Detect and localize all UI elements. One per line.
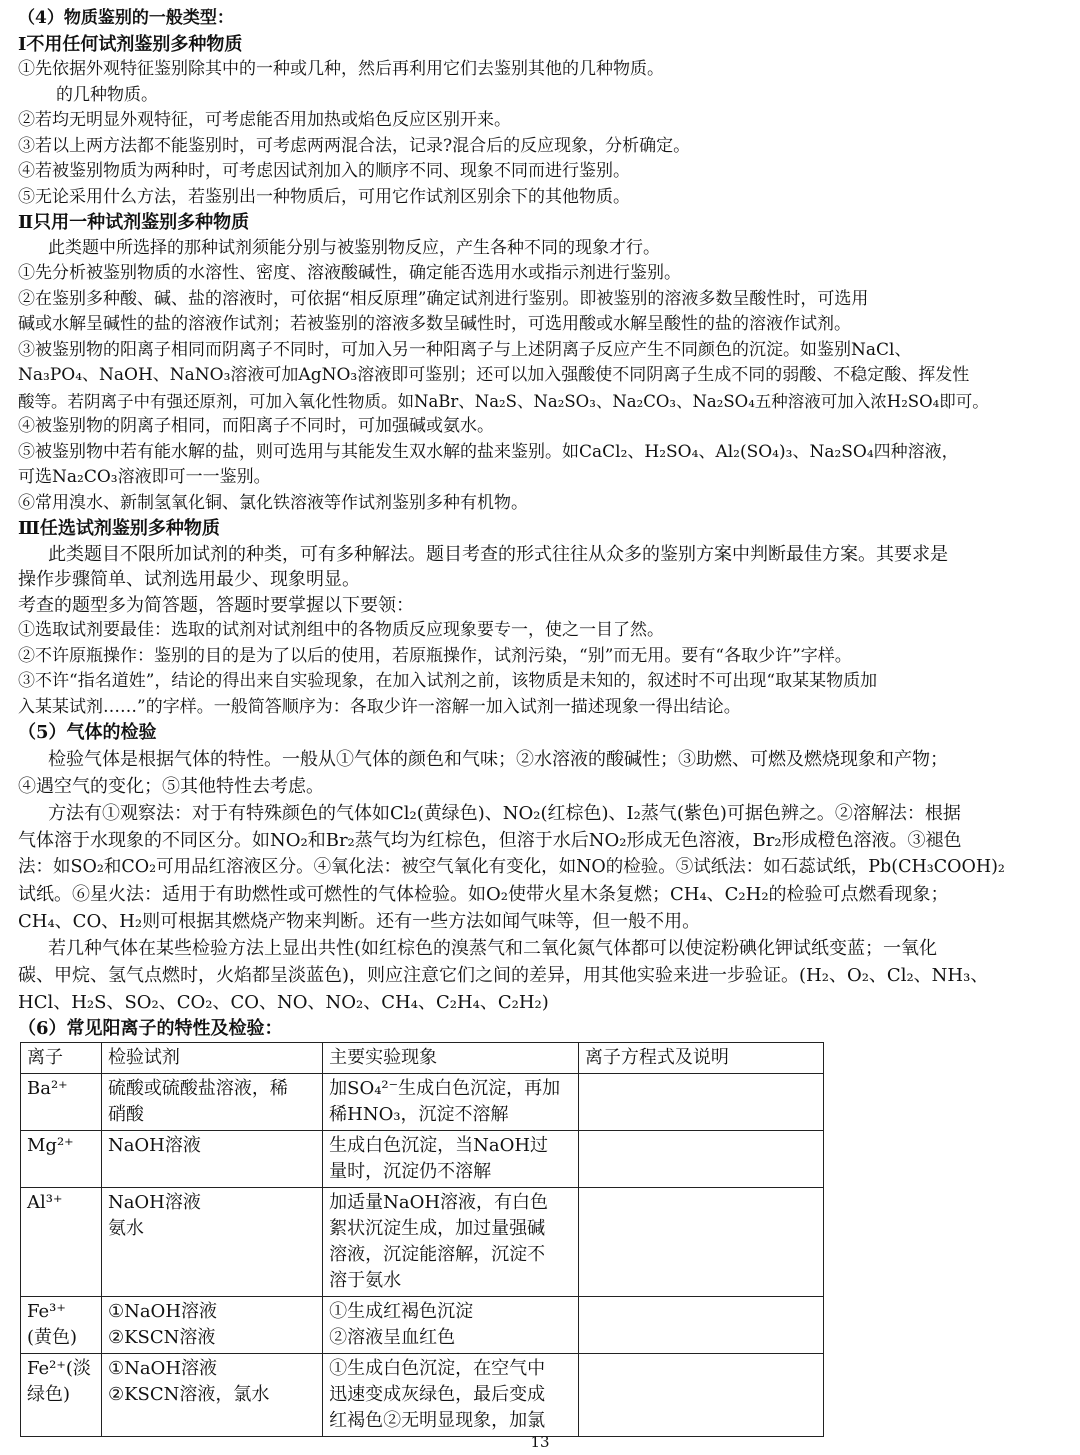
section5-line: ④遇空气的变化；⑤其他特性去考虑。 bbox=[18, 776, 324, 797]
part1-item: ③若以上两方法都不能鉴别时，可考虑两两混合法，记录?混合后的反应现象，分析确定。 bbox=[18, 135, 691, 156]
note-cell bbox=[578, 1074, 823, 1131]
column-header: 主要实验现象 bbox=[323, 1043, 579, 1074]
part2-line: ①先分析被鉴别物质的水溶性、密度、溶液酸碱性，确定能否选用水或指示剂进行鉴别。 bbox=[18, 263, 681, 283]
section5-title: （5）气体的检验 bbox=[18, 722, 157, 743]
phenomenon-cell: ①生成白色沉淀，在空气中 迅速变成灰绿色，最后变成 红褐色②无明显现象，加氯 bbox=[323, 1354, 579, 1437]
reagent-cell: ①NaOH溶液 ②KSCN溶液 bbox=[101, 1297, 322, 1354]
ion-cell: Mg²⁺ bbox=[21, 1131, 102, 1188]
table-header-row bbox=[21, 1043, 824, 1074]
phenomenon-cell: 生成白色沉淀，当NaOH过 量时，沉淀仍不溶解 bbox=[323, 1131, 579, 1188]
section5-line: 方法有①观察法：对于有特殊颜色的气体如Cl₂(黄绿色)、NO₂(红棕色)、I₂蒸气(紫色)可据色辨之。②溶解法：根据 bbox=[48, 803, 961, 824]
section5-line: 若几种气体在某些检验方法上显出共性(如红棕色的溴蒸气和二氧化氮气体都可以使淀粉碘化钾试纸变蓝；一氧化 bbox=[48, 938, 938, 959]
part1-item: ⑤无论采用什么方法，若鉴别出一种物质后，可用它作试剂区别余下的其他物质。 bbox=[18, 186, 630, 207]
page-number: 13 bbox=[530, 1433, 550, 1451]
table-row bbox=[21, 1354, 824, 1437]
part3-line: ②不许原瓶操作：鉴别的目的是为了以后的使用，若原瓶操作，试剂污染，“别”而无用。要有“各取少许”字样。 bbox=[18, 645, 852, 666]
part3-line: 此类题目不限所加试剂的种类，可有多种解法。题目考查的形式往往从众多的鉴别方案中判断最佳方案。其要求是 bbox=[48, 543, 948, 565]
note-cell bbox=[578, 1188, 823, 1297]
phenomenon-cell: 加SO₄²⁻生成白色沉淀，再加 稀HNO₃，沉淀不溶解 bbox=[323, 1074, 579, 1131]
section5-line: 法：如SO₂和CO₂可用品红溶液区分。④氧化法：被空气氧化有变化，如NO的检验。⑤试纸法：如石蕊试纸，Pb(CH₃COOH)₂ bbox=[18, 857, 1005, 877]
section5-line: CH₄、CO、H₂则可根据其燃烧产物来判断。还有一些方法如闻气味等，但一般不用。 bbox=[18, 911, 701, 932]
part1-item: 的几种物质。 bbox=[56, 84, 158, 105]
column-header: 检验试剂 bbox=[101, 1043, 322, 1074]
phenomenon-cell: ①生成红褐色沉淀 ②溶液呈血红色 bbox=[323, 1297, 579, 1354]
section5-line: 碳、甲烷、氢气点燃时，火焰都呈淡蓝色)，则应注意它们之间的差异，用其他实验来进一步验证。(H₂、O₂、Cl₂、NH₃、 bbox=[18, 965, 989, 986]
part2-line: 碱或水解呈碱性的盐的溶液作试剂；若被鉴别的溶液多数呈碱性时，可选用酸或水解呈酸性的盐的溶液作试剂。 bbox=[18, 314, 851, 334]
column-header: 离子 bbox=[21, 1043, 102, 1074]
part1-item: ④若被鉴别物质为两种时，可考虑因试剂加入的顺序不同、现象不同而进行鉴别。 bbox=[18, 161, 630, 181]
part2-line: ③被鉴别物的阳离子相同而阴离子不同时，可加入另一种阳离子与上述阴离子反应产生不同颜色的沉淀。如鉴别NaCl、 bbox=[18, 339, 912, 360]
section5-line: 检验气体是根据气体的特性。一般从①气体的颜色和气味；②水溶液的酸碱性；③助燃、可燃及燃烧现象和产物； bbox=[48, 749, 948, 770]
part2-line: Na₃PO₄、NaOH、NaNO₃溶液可加AgNO₃溶液即可鉴别；还可以加入强酸使不同阴离子生成不同的弱酸、不稳定酸、挥发性 bbox=[18, 365, 970, 385]
document-page bbox=[18, 6, 1058, 1437]
part1-title: Ⅰ不用任何试剂鉴别多种物质 bbox=[18, 33, 243, 55]
part3-title: Ⅲ任选试剂鉴别多种物质 bbox=[18, 518, 220, 539]
part2-line: ⑥常用溴水、新制氢氧化铜、氯化铁溶液等作试剂鉴别多种有机物。 bbox=[18, 492, 528, 513]
section5-line: 气体溶于水现象的不同区分。如NO₂和Br₂蒸气均为红棕色，但溶于水后NO₂形成无色溶液，Br₂形成橙色溶液。③褪色 bbox=[18, 830, 962, 851]
part3-line: ①选取试剂要最佳：选取的试剂对试剂组中的各物质反应现象要专一，使之一目了然。 bbox=[18, 620, 664, 640]
part2-line: 可选Na₂CO₃溶液即可一一鉴别。 bbox=[18, 467, 271, 487]
cation-test-table bbox=[20, 1042, 824, 1437]
phenomenon-cell: 加适量NaOH溶液，有白色 絮状沉淀生成，加过量强碱 溶液，沉淀能溶解，沉淀不 溶于氨水 bbox=[323, 1188, 579, 1297]
table-row bbox=[21, 1188, 824, 1297]
part2-line: 此类题中所选择的那种试剂须能分别与被鉴别物反应，产生各种不同的现象才行。 bbox=[48, 237, 660, 258]
part2-line: 酸等。若阴离子中有强还原剂，可加入氧化性物质。如NaBr、Na₂S、Na₂SO₃、Na₂CO₃、Na₂SO₄五种溶液可加入浓H₂SO₄即可。 bbox=[18, 391, 989, 411]
part3-line: 入某某试剂……”的字样。一般简答顺序为：各取少许一溶解一加入试剂一描述现象一得出结论。 bbox=[18, 696, 741, 717]
ion-cell: Fe³⁺ (黄色) bbox=[21, 1297, 102, 1354]
part3-line: 操作步骤简单、试剂选用最少、现象明显。 bbox=[18, 569, 360, 590]
column-header: 离子方程式及说明 bbox=[578, 1043, 823, 1074]
ion-cell: Fe²⁺(淡 绿色) bbox=[21, 1354, 102, 1437]
part2-line: ④被鉴别物的阴离子相同，而阳离子不同时，可加强碱或氨水。 bbox=[18, 416, 494, 436]
note-cell bbox=[578, 1131, 823, 1188]
table-row bbox=[21, 1131, 824, 1188]
section5-line: 试纸。⑥星火法：适用于有助燃性或可燃性的气体检验。如O₂使带火星木条复燃；CH₄、C₂H₂的检验可点燃看现象； bbox=[18, 884, 949, 905]
ion-cell: Ba²⁺ bbox=[21, 1074, 102, 1131]
part1-item: ①先依据外观特征鉴别除其中的一种或几种，然后再利用它们去鉴别其他的几种物质。 bbox=[18, 59, 664, 79]
reagent-cell: NaOH溶液 bbox=[101, 1131, 322, 1188]
section4-title: （4）物质鉴别的一般类型： bbox=[18, 8, 234, 28]
table-row bbox=[21, 1297, 824, 1354]
part3-line: 考查的题型多为简答题，答题时要掌握以下要领： bbox=[18, 594, 414, 616]
reagent-cell: 硫酸或硫酸盐溶液，稀 硝酸 bbox=[101, 1074, 322, 1131]
part2-line: ②在鉴别多种酸、碱、盐的溶液时，可依据“相反原理”确定试剂进行鉴别。即被鉴别的溶液多数呈酸性时，可选用 bbox=[18, 288, 869, 309]
section6-title: （6）常见阳离子的特性及检验： bbox=[18, 1018, 283, 1039]
note-cell bbox=[578, 1297, 823, 1354]
table-row bbox=[21, 1074, 824, 1131]
part3-line: ③不许“指名道姓”，结论的得出来自实验现象，在加入试剂之前，该物质是未知的，叙述时不可出现“取某某物质加 bbox=[18, 671, 878, 691]
section5-line: HCl、H₂S、SO₂、CO₂、CO、NO、NO₂、CH₄、C₂H₄、C₂H₂) bbox=[18, 992, 549, 1013]
part1-item: ②若均无明显外观特征，可考虑能否用加热或焰色反应区别开来。 bbox=[18, 110, 511, 130]
part2-line: ⑤被鉴别物中若有能水解的盐，则可选用与其能发生双水解的盐来鉴别。如CaCl₂、H₂SO₄、Al₂(SO₄)₃、Na₂SO₄四种溶液， bbox=[18, 441, 959, 462]
ion-cell: Al³⁺ bbox=[21, 1188, 102, 1297]
reagent-cell: ①NaOH溶液 ②KSCN溶液，氯水 bbox=[101, 1354, 322, 1437]
note-cell bbox=[578, 1354, 823, 1437]
reagent-cell: NaOH溶液 氨水 bbox=[101, 1188, 322, 1297]
part2-title: Ⅱ只用一种试剂鉴别多种物质 bbox=[18, 212, 250, 233]
